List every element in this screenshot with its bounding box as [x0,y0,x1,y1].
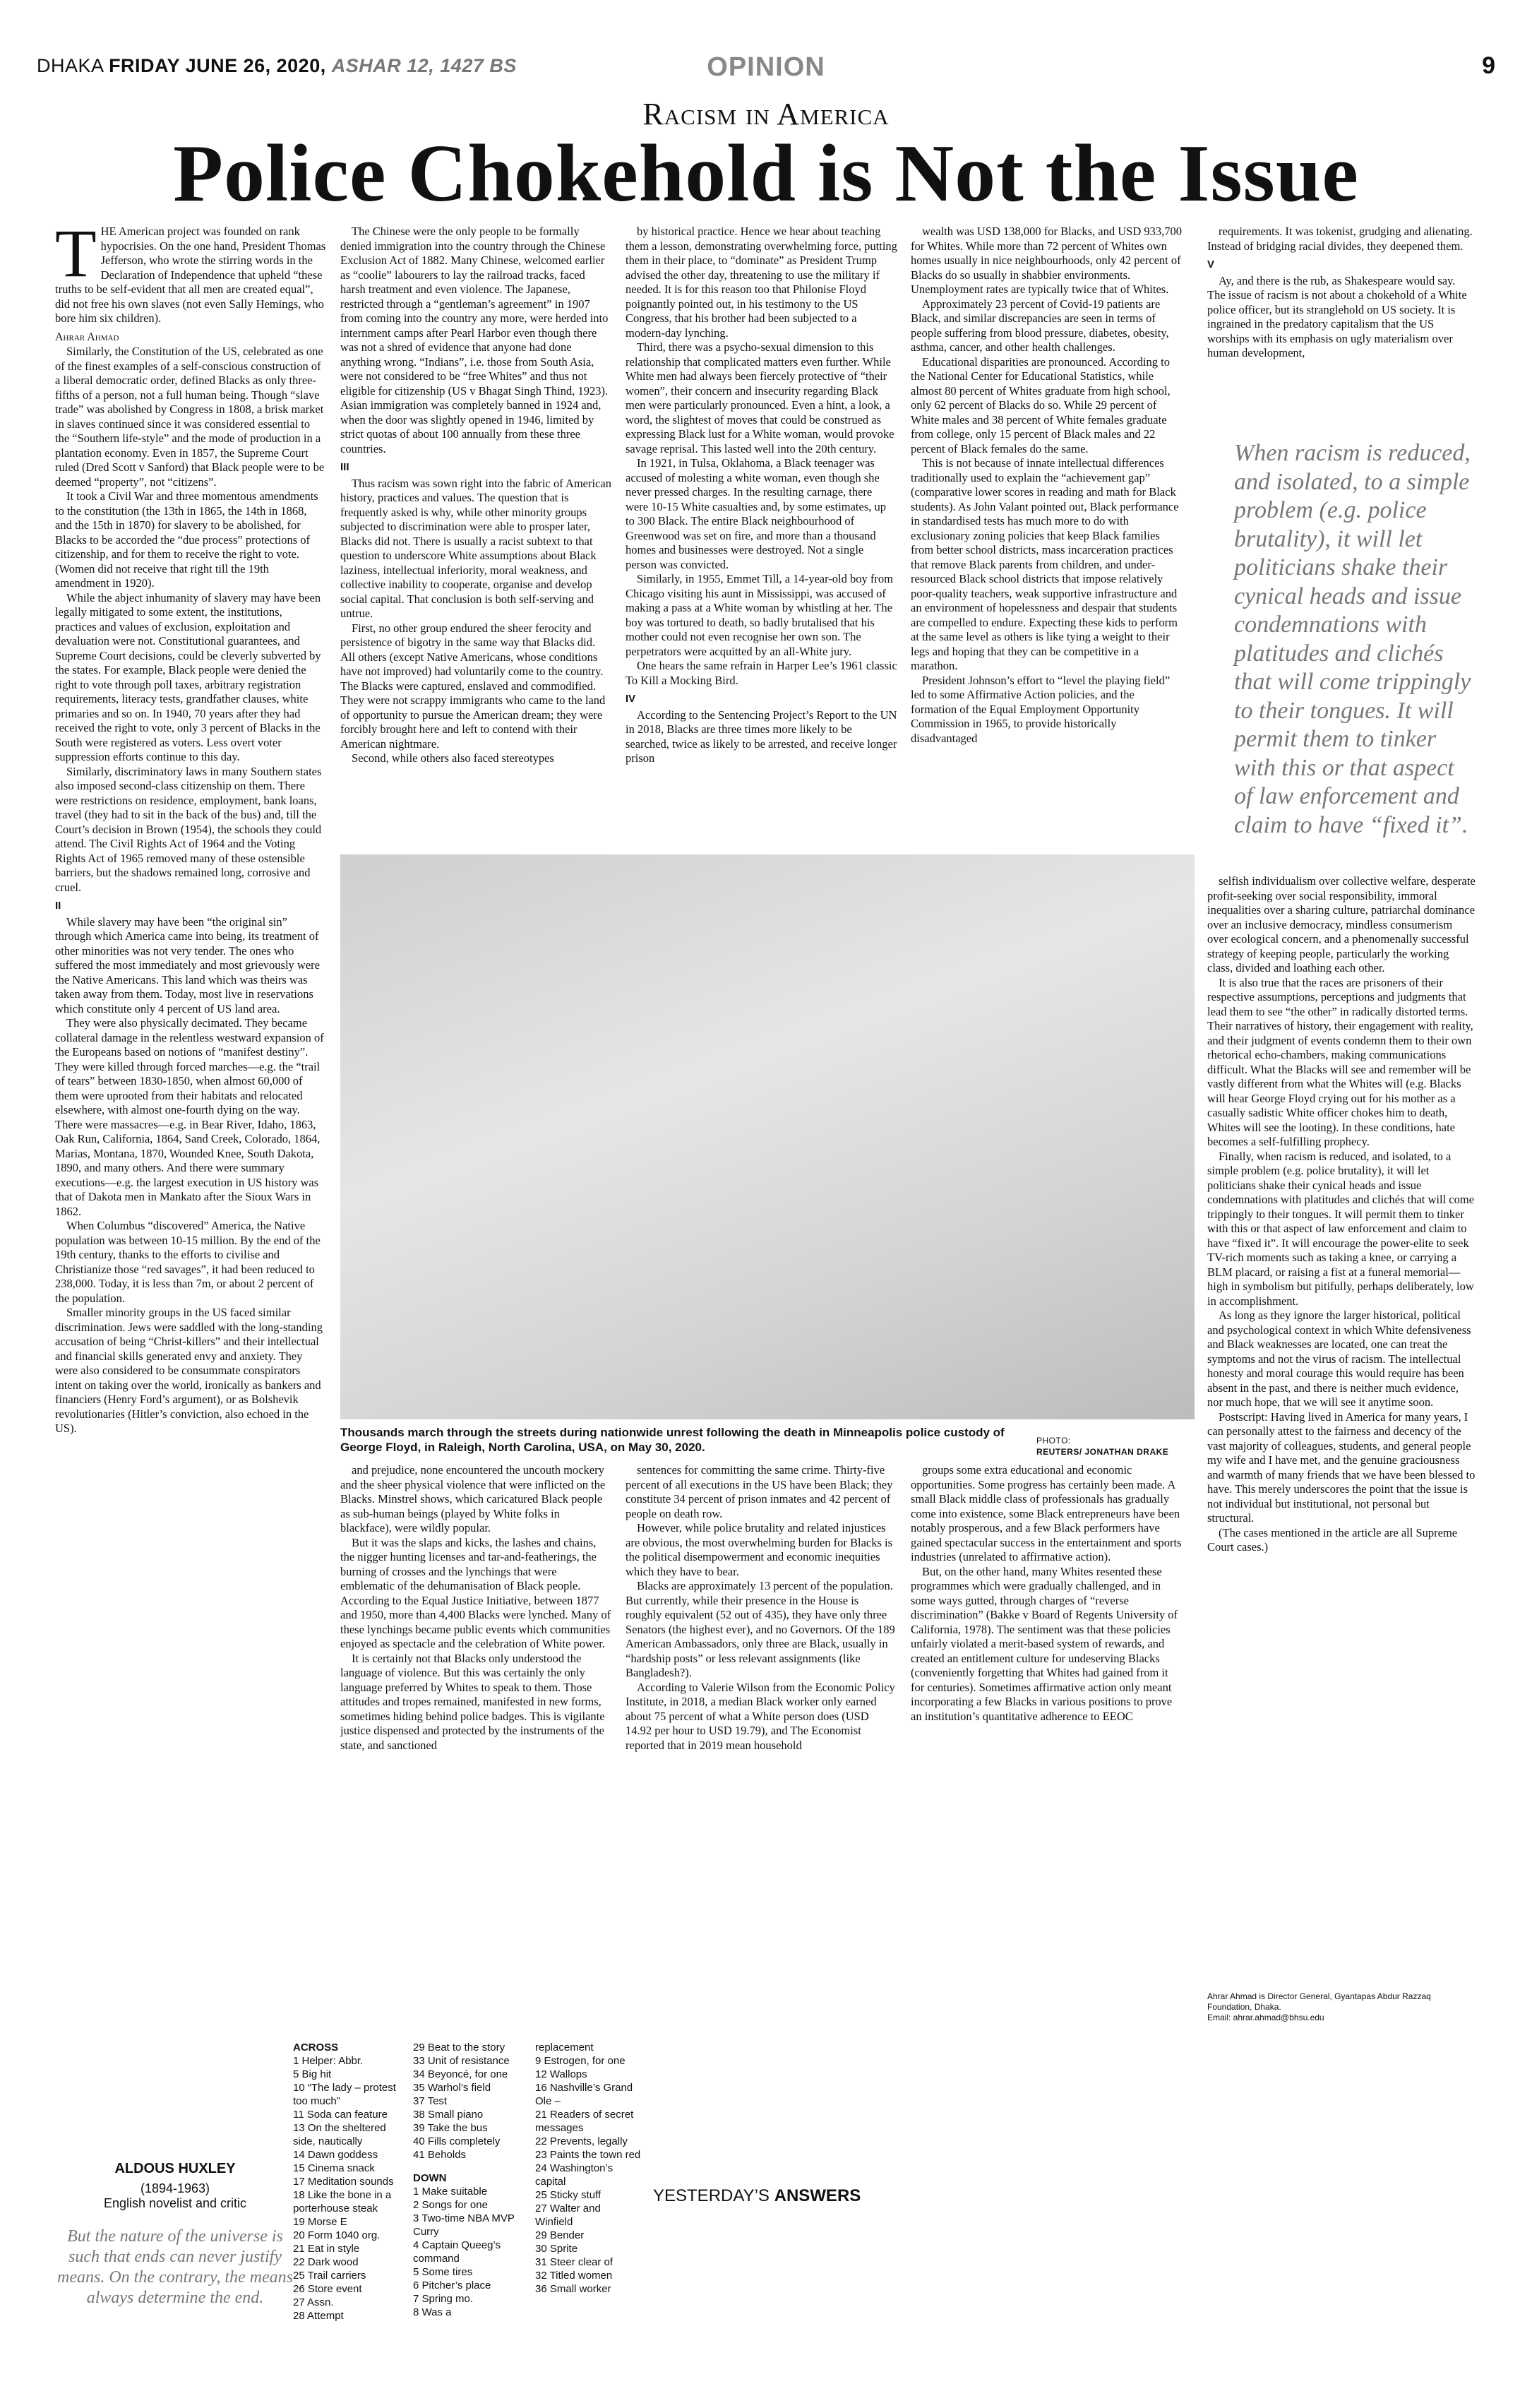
article-paragraph: Postscript: Having lived in America for many years, I can personally attest to the fairness and decency of the vast majority of colleagues, students, and general people my wife and I have met, and the genuine graciousness and warmth of many friends that we have been blessed to have. This merely underscores the point that the issue is not individual but institutional, not personal but structural. [1207,1409,1476,1525]
article-paragraph: Similarly, the Constitution of the US, celebrated as one of the finest examples of a self-conscious construction of a liberal democratic order, defined Blacks as only three-fifths of a person, not a full human being. Though “slave trade” was abolished by Congress in 1808, a brisk market in slaves continued since it was considered essential to the “Southern life-style” and the mode of production in a plantation economy. Even in 1857, the Supreme Court ruled (Dred Scott v Sanford) that Black people were to be deemed “property”, not “citizens”. [55,345,325,489]
article-kicker: Racism in America [642,97,890,131]
crossword-clue: 3 Two-time NBA MVP Curry [413,2212,515,2238]
crossword-clue: 5 Some tires [413,2266,473,2278]
article-column-3 [626,225,897,846]
crossword-clue: 11 Soda can feature [293,2109,388,2121]
yesterdays-answers-title [653,2186,861,2206]
masthead [37,54,1495,85]
crossword-clue: 9 Estrogen, for one [535,2055,626,2067]
crossword-clue: 37 Test [413,2095,448,2107]
crossword-clue: 38 Small piano [413,2109,484,2121]
article-column-1 [55,225,326,1976]
section-label-5: V [1207,258,1215,270]
crossword-clues-col-2 [413,2041,529,2319]
crossword-clue: 16 Nashville’s Grand Ole – [535,2082,633,2107]
article-paragraph: Second, while others also faced stereotypes [352,751,554,765]
down-heading: DOWN [413,2172,447,2184]
crossword-clues-col-1 [293,2041,399,2323]
page-number: 9 [1482,52,1495,79]
article-paragraph: and prejudice, none encountered the uncouth mockery and the sheer physical violence that were inflicted on the Blacks. Minstrel shows, which caricatured Black people as sub-human beings (played by White folks in blackface), were wildly popular. [340,1463,606,1534]
answers-prefix: YESTERDAY’S [653,2186,770,2205]
dateline-bangla: ASHAR 12, 1427 BS [331,55,517,76]
article-column-2-lower [340,1463,612,1986]
article-paragraph: Approximately 23 percent of Covid-19 patients are Black, and similar discrepancies are seen in terms of people suffering from blood pressure, diabetes, obesity, asthma, cancer, and other health challenges. [911,297,1169,354]
article-paragraph: According to Valerie Wilson from the Economic Policy Institute, in 2018, a median Black worker only earned about 75 percent of what a White person does (USD 14.92 per hour to USD 19.79), and The Economist reported that in 2019 mean household [626,1680,895,1752]
pull-quote: When racism is reduced, and isolated, to a simple problem (e.g. police brutality), it will let politicians shake their cynical heads and issue condemnations with platitudes and clichés that will come trippingly to their tongues. It will permit them to tinker with this or that aspect of law enforcement and claim to have “fixed it”. [1234,440,1471,838]
crossword-clue: 33 Unit of resistance [413,2055,510,2067]
article-paragraph: This is not because of innate intellectual differences traditionally used to explain the “achievement gap” (comparative lower scores in reading and math for Black students). As John Valant pointed out, Black performance in standardised tests has much more to do with exclusionary zoning policies that keep Black families from better school districts, mass incarceration practices that remove Black parents from children, and under-resourced Black school districts that impose relatively poor-quality teachers, weak supportive infrastructure and an environment of hopelessness and despair that students are compelled to endure. Expecting these kids to perform at the same level as others is like tying a weight to their legs and hoping that they can be competitive in a marathon. [911,456,1179,672]
article-paragraph: Similarly, in 1955, Emmet Till, a 14-year-old boy from Chicago visiting his aunt in Mississippi, was accused of making a pass at a White woman by whistling at her. The boy was tortured to death, so badly brutalised that his mother could not even recognise her own son. The perpetrators were acquitted by an all-White jury. [626,572,893,658]
article-column-5-lower [1207,874,1476,1984]
crossword-clue: 15 Cinema snack [293,2162,375,2174]
crossword-clue: 41 Beholds [413,2149,467,2161]
article-paragraph: But, on the other hand, many Whites resented these programmes which were gradually challenged, and in some ways gutted, through charges of “reverse discrimination” (Bakke v Board of Regents University of California, 1978). The sentiment was that these policies unfairly violated a merit-based system of rewards, and created an entitlement culture for undeserving Blacks (conveniently forgetting that Whites had gained from it for centuries). Sometimes affirmative action only meant incorporating a few Blacks in various positions to prove an institution’s quantitative adherence to EEOC [911,1564,1178,1723]
crossword-clue: 22 Prevents, legally [535,2135,628,2147]
article-paragraph: Thus racism was sown right into the fabric of American history, practices and values. The question that is frequently asked is why, while other minority groups subjected to discrimination were able to prosper later, Blacks did not. There is usually a racist subtext to that question to underscore White assumptions about Black laziness, intellectual inferiority, moral weakness, and collective inability to cooperate, organise and develop social capital. That conclusion is both self-serving and untrue. [340,476,611,620]
crossword-clue: 6 Pitcher’s place [413,2279,491,2291]
quote-text: But the nature of the universe is such that ends can never justify means. On the contrary, the means always determine the end. [57,2227,293,2307]
article-paragraph: Third, there was a psycho-sexual dimension to this relationship that complicated matters even further. While White men had always been fiercely protective of “their women”, their concern and insecurity regarding Black men were particularly pronounced. Even a hint, a look, a word, the slightest of moves that could be construed as expressing Black lust for a White woman, would provoke savage reprisal. This lasted well into the 20th century. [626,340,894,455]
dateline-city: DHAKA [37,55,104,76]
crossword-clue: 8 Was a [413,2306,452,2318]
article-paragraph: While slavery may have been “the original sin” through which America came into being, its treatment of other minorities was not very tender. The ones who suffered the most immediately and most grievously were the Native Americans. This land which was theirs was taken away from them. Today, most live in reservations which constitute only 4 percent of US land area. [55,914,320,1015]
article-paragraph: requirements. It was tokenist, grudging and alienating. Instead of bridging racial divides, they deepened them. [1207,225,1473,253]
crossword-clue: replacement [535,2042,594,2054]
crossword-clue: 31 Steer clear of [535,2256,614,2268]
article-paragraph: When Columbus “discovered” America, the Native population was between 10-15 million. By the end of the 19th century, thanks to the efforts to civilise and Christianize those “red savages”, it had been reduced to 238,000. Today, it is less than 7m, or about 2 percent of the population. [55,1219,321,1305]
article-column-5-upper [1207,225,1476,429]
article-paragraph: One hears the same refrain in Harper Lee’s 1961 classic To Kill a Mocking Bird. [626,659,897,687]
article-paragraph: It is also true that the races are prisoners of their respective assumptions, perceptions and judgments that lead them to see “the other” in radically distorted terms. Their narratives of history, their engagement with reality, and their judgment of events condemn them to their own rhetorical echo-chambers, making communications difficult. What the Blacks will see and remember will be vastly different from what the Whites will (e.g. Blacks will hear George Floyd crying out for his mother as a casually sadistic White officer chokes him to death, Whites will see the looting). In these conditions, hate becomes a self-fulfilling prophecy. [1207,975,1473,1148]
crossword-clue: 2 Songs for one [413,2199,488,2211]
quote-author-role: English novelist and critic [103,2196,247,2210]
section-name: OPINION [707,52,825,82]
dateline-date: FRIDAY JUNE 26, 2020, [109,55,326,76]
crossword-clue: 39 Take the bus [413,2122,488,2134]
crossword-clue: 21 Eat in style [293,2243,360,2255]
photo-caption: Thousands march through the streets during nationwide unrest following the death in Minneapolis police custody of George Floyd, in Raleigh, North Carolina, USA, on May 30, 2020. [340,1426,1005,1454]
crossword-clue: 18 Like the bone in a porterhouse steak [293,2189,392,2215]
section-label-2: II [55,900,61,912]
article-paragraph: Ay, and there is the rub, as Shakespeare would say. The issue of racism is not about a chokehold of a White police officer, but its stranglehold on US society. It is ingrained in the predatory capitalism that the US worships with its emphasis on ugly materialism over human development, [1207,273,1467,359]
crossword-clue: 1 Make suitable [413,2186,488,2198]
crossword-clue: 5 Big hit [293,2068,332,2080]
article-paragraph: Finally, when racism is reduced, and isolated, to a simple problem (e.g. police brutality), it will let politicians shake their cynical heads and issue condemnations with platitudes and clichés that will come trippingly to their tongues. It will permit them to tinker with this or that aspect of law enforcement and claim to have “fixed it”. It will encourage the power-elite to seek TV-rich moments such as taking a knee, or carrying a BLM placard, or raising a fist at a funeral memorial—high in symbolism but pitifully, perhaps deliberately, low in accomplishment. [1207,1149,1475,1308]
crossword-clue: 34 Beyoncé, for one [413,2068,508,2080]
article-column-4-lower [911,1463,1183,1986]
article-paragraph: The Chinese were the only people to be formally denied immigration into the country through the Chinese Exclusion Act of 1882. Many Chinese, welcomed earlier as “coolie” labourers to lay the railroad tracks, faced harsh treatment and even violence. The Japanese, restricted through a “gentleman’s agreement” in 1907 from coming into the country any more, were herded into internment camps after Pearl Harbor even though there was not a shred of evidence that anyone had done anything wrong. “Indians”, i.e. those from South Asia, were not considered to be “free Whites” and thus not eligible for citizenship (US v Bhagat Singh Thind, 1923). Asian immigration was completely banned in 1924 and, when the door was slightly opened in 1946, limited by strict quotas of about 100 annually from these three countries. [340,225,609,455]
photo-credit [1036,1435,1199,1458]
article-paragraph: Blacks are approximately 13 percent of the population. But currently, while their presence in the House is roughly equivalent (52 out of 435), they have only three Senators (the highest ever), and no Governors. Of the 189 American Ambassadors, only three are Black, usually in “hardship posts” or less relevant assignments (like Bangladesh?). [626,1579,895,1679]
crossword-clue: 19 Morse E [293,2216,347,2228]
article-paragraph: groups some extra educational and economic opportunities. Some progress has certainly been made. A small Black middle class of professionals has gradually come into existence, some Black entrepreneurs have been notably prosperous, and a few Black performers have gained spectacular success in the entertainment and sports industries (unrelated to affirmative action). [911,1463,1182,1563]
crossword-clue: 28 Attempt [293,2310,344,2322]
article-paragraph: by historical practice. Hence we hear about teaching them a lesson, demonstrating overwhelming force, putting them in their place, to “dominate” as President Trump advised the other day, threatening to use the military if needed. It is for this reason too that Philonise Floyd poignantly pointed out, in his testimony to the US Congress, that his brother had been subjected to a modern-day lynching. [626,225,897,340]
article-paragraph: First, no other group endured the sheer ferocity and persistence of bigotry in the same way that Blacks did. All others (except Native Americans, whose conditions have not improved) had voluntarily come to the country. The Blacks were captured, enslaved and commodified. They were not scrappy immigrants who came to the land of opportunity to pursue the American dream; they were forcibly brought here and left to contend with their American nightmare. [340,621,606,751]
article-paragraph: Similarly, discriminatory laws in many Southern states also imposed second-class citizenship on them. There were restrictions on residence, employment, bank loans, travel (they had to sit in the back of the bus) and, till the Court’s decision in Brown (1954), the schools they could attend. The Civil Rights Act of 1964 and the Voting Rights Act of 1965 removed many of these ostensible barriers, but the shadows remained long, corrosive and cruel. [55,764,322,894]
section-label-3: III [340,461,349,473]
crossword-clue: 20 Form 1040 org. [293,2229,381,2241]
article-paragraph: According to the Sentencing Project’s Report to the UN in 2018, Blacks are three times more likely to be searched, twice as likely to be arrested, and receive longer prison [626,708,897,765]
author-email: Email: ahrar.ahmad@bhsu.edu [1207,2013,1324,2022]
article-paragraph: It took a Civil War and three momentous amendments to the constitution (the 13th in 1865, the 14th in 1868, and the 15th in 1870) for slavery to be abolished, for Blacks to be accorded the “due process” protections of citizenship, and for them to receive the right to vote. (Women did not receive that right till the 19th amendment in 1920). [55,489,318,590]
quote-author-name: ALDOUS HUXLEY [114,2161,236,2176]
article-paragraph: They were also physically decimated. They became collateral damage in the relentless westward expansion of the Europeans based on notions of “manifest destiny”. They were killed through forced marches—e.g. the “trail of tears” between 1830-1850, when almost 60,000 of them were uprooted from their habitats and relocated elsewhere, with almost one-fourth dying on the way. There were massacres—e.g. in Bear River, Idaho, 1863, Oak Run, California, 1864, Sand Creek, Colorado, 1864, Marias, Montana, 1870, Wounded Knee, South Dakota, 1890, and many others. And there were summary executions—e.g. the largest execution in US history was that of Dakota men in Mankato after the Sioux Wars in 1862. [55,1016,324,1218]
crossword-clue: 23 Paints the town red [535,2149,641,2161]
crossword-clue: 25 Sticky stuff [535,2189,602,2201]
article-paragraph: In 1921, in Tulsa, Oklahoma, a Black teenager was accused of molesting a white woman, even though she never pressed charges. In the resulting carnage, there were 10-15 White casualties and, by some estimates, up to 300 Black. The entire Black neighbourhood of Greenwood was set on fire, and more than a thousand homes and businesses were destroyed. Not a single person was convicted. [626,456,887,571]
article-paragraph: Educational disparities are pronounced. According to the National Center for Educational Statistics, while almost 80 percent of Whites graduate from high school, only 62 percent of Blacks do so. While 29 percent of White males and 38 percent of White females graduate from college, only 15 percent of Black males and 22 percent of Black females do the same. [911,354,1171,455]
article-paragraph: President Johnson’s effort to “level the playing field” led to some Affirmative Action policies, and the formation of the Equal Employment Opportunity Commission in 1965, to provide historically disadvantaged [911,673,1171,745]
across-heading: ACROSS [293,2042,339,2054]
photo-credit-name: REUTERS/ JONATHAN DRAKE [1036,1447,1169,1457]
photo-credit-label: PHOTO: [1036,1436,1071,1446]
article-intro: THE American project was founded on rank hypocrisies. On the one hand, President Thomas Jefferson, who wrote the stirring words in the Declaration of Independence that upheld “these truths to be self-evident that all men are created equal”, did not free his own slaves (not even Sally Hemings, who bore him six children). [55,225,326,325]
crossword-clue: 24 Washington’s capital [535,2162,614,2188]
crossword-clue: 17 Meditation sounds [293,2176,394,2188]
crossword-clue: 35 Warhol’s field [413,2082,491,2094]
article-column-3-lower [626,1463,897,1986]
crossword-clue: 29 Beat to the story [413,2042,505,2054]
article-paragraph: As long as they ignore the larger historical, political and psychological context in which White defensiveness and Black weaknesses are located, one can treat the symptoms and not the virus of racism. The intellectual honesty and moral courage this would require has been absent in the past, and there is neither much evidence, nor much hope, that we will see it anytime soon. [1207,1309,1471,1409]
article-paragraph: It is certainly not that Blacks only understood the language of violence. But this was certainly the only language preferred by Whites to speak to them. Those attitudes and tropes remained, manifested in new forms, sometimes hiding behind police badges. This is vigilante justice dispensed and protected by the instruments of the state, and sanctioned [340,1651,605,1752]
quote-box [55,2161,295,2308]
crossword-clue: 12 Wallops [535,2068,587,2080]
crossword-clue: 1 Helper: Abbr. [293,2055,364,2067]
article-paragraph: (The cases mentioned in the article are all Supreme Court cases.) [1207,1525,1458,1554]
crossword-clue: 10 “The lady – protest too much” [293,2082,396,2107]
crossword-clue: 14 Dawn goddess [293,2149,378,2161]
crossword-clue: 30 Sprite [535,2243,578,2255]
crossword-clue: 4 Captain Queeg’s command [413,2239,501,2265]
article-paragraph: sentences for committing the same crime. Thirty-five percent of all executions in the US have been Black; they constitute 34 percent of prison inmates and 42 percent of people on death row. [626,1463,893,1520]
article-photo [340,854,1195,1419]
crossword-clue: 27 Assn. [293,2296,334,2308]
crossword-clue: 27 Walter and Winfield [535,2203,601,2228]
article-paragraph: Smaller minority groups in the US faced similar discrimination. Jews were saddled with the long-standing accusation of being “Christ-killers” and their intellectual and financial skills generated envy and anxiety. They were also considered to be consummate conspirators intent on taking over the world, ironically as bankers and financiers (Henry Ford’s argument), or as Bolshevik revolutionaries (Hitler’s conviction, also echoed in the US). [55,1306,323,1435]
crossword-clue: 26 Store event [293,2283,362,2295]
author-note-text: Ahrar Ahmad is Director General, Gyantapas Abdur Razzaq Foundation, Dhaka. [1207,1991,1431,2012]
article-paragraph: While the abject inhumanity of slavery may have been legally mitigated to some extent, the institutions, practices and values of exclusion, exploitation and devaluation were not. Constitutional guarantees, and Supreme Court decisions, could be cleverly subverted by the states. For example, Black people were denied the right to vote through poll taxes, arbitrary registration requirements, literacy tests, grandfather clauses, white primaries and so on. In 1940, 70 years after they had received the right to vote, only 3 percent of Blacks in the South were registered as voters. Less overt voter suppression efforts continue to this day. [55,590,321,763]
article-paragraph: But it was the slaps and kicks, the lashes and chains, the nigger hunting licenses and tar-and-featherings, the burning of crosses and the lynchings that were emblematic of the dehumanisation of Black people. According to the Equal Justice Initiative, between 1877 and 1950, more than 4,400 Blacks were lynched. Many of these lynchings became public events which communities enjoyed as spectacle and the celebration of White power. [340,1535,611,1650]
crossword-clue: 32 Titled women [535,2270,613,2282]
answers-word: ANSWERS [774,2186,861,2205]
quote-author-years: (1894-1963) [140,2181,210,2195]
section-label-4: IV [626,693,636,705]
crossword-clue: 29 Bender [535,2229,585,2241]
article-headline: Police Chokehold is Not the Issue [173,129,1359,219]
author-note [1207,1991,1461,2023]
crossword-clue: 21 Readers of secret messages [535,2109,634,2134]
article-column-4 [911,225,1183,846]
article-column-2 [340,225,612,846]
crossword-clue: 22 Dark wood [293,2256,359,2268]
crossword-clue: 25 Trail carriers [293,2270,366,2282]
drop-cap: T [55,225,97,291]
crossword-clue: 40 Fills completely [413,2135,501,2147]
article-paragraph: selfish individualism over collective welfare, desperate profit-seeking over social responsibility, immoral inequalities over a sharing culture, patriarchal dominance over an inclusive democracy, mindless consumerism over ecological concern, and a phenomenally successful strategy of keeping people, particularly the working class, divided and loathing each other. [1207,874,1476,974]
article-paragraph: wealth was USD 138,000 for Blacks, and USD 933,700 for Whites. While more than 72 percent of Whites own homes usually in nice neighbourhoods, only 42 percent of Blacks do so usually in shabbier environments. Unemployment rates are typically twice that of Whites. [911,225,1183,296]
crossword-clue: 7 Spring mo. [413,2293,474,2305]
article-paragraph: However, while police brutality and related injustices are obvious, the most overwhelming burden for Blacks is the political disempowerment and economic inequities which they have to bear. [626,1521,893,1578]
crossword-clue: 36 Small worker [535,2283,611,2295]
crossword-clue: 13 On the sheltered side, nautically [293,2122,386,2147]
author-byline: Ahrar Ahmad [55,330,119,343]
crossword-clues-col-3 [535,2041,641,2296]
